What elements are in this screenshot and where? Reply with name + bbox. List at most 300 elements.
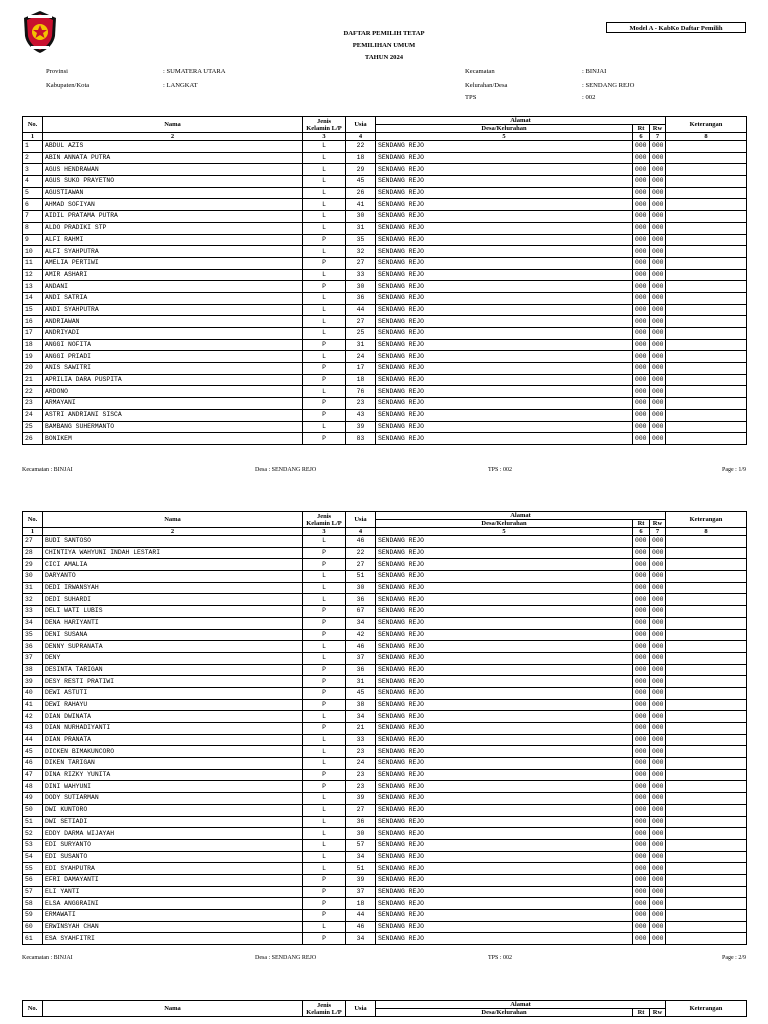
cell-nama: EDI SYAHPUTRA: [43, 863, 303, 875]
cell-rw: 000: [650, 921, 666, 933]
table-row: [23, 910, 747, 922]
cell-usia: 23: [346, 746, 376, 758]
cell-desa: SENDANG REJO: [376, 851, 633, 863]
cell-keterangan: [666, 758, 747, 770]
cell-nama: EFRI DAMAYANTI: [43, 874, 303, 886]
cell-nama: DESINTA TARIGAN: [43, 664, 303, 676]
cell-jenis-kelamin: L: [303, 711, 346, 723]
cell-keterangan: [666, 687, 747, 699]
cell-nama: BAMBANG SUHERMANTO: [43, 421, 303, 433]
cell-rw: 000: [650, 211, 666, 223]
cell-no: 49: [23, 793, 43, 805]
cell-desa: SENDANG REJO: [376, 734, 633, 746]
cell-jenis-kelamin: L: [303, 594, 346, 606]
table-row: [23, 711, 747, 723]
cell-no: 18: [23, 339, 43, 351]
cell-nama: BUDI SANTOSO: [43, 536, 303, 548]
cell-keterangan: [666, 676, 747, 688]
cell-nama: DENI SUSANA: [43, 629, 303, 641]
cell-no: 26: [23, 433, 43, 445]
cell-rt: 000: [633, 816, 650, 828]
cell-desa: SENDANG REJO: [376, 793, 633, 805]
table-row: [23, 141, 747, 153]
cell-rt: 000: [633, 292, 650, 304]
cell-usia: 44: [346, 304, 376, 316]
cell-desa: SENDANG REJO: [376, 339, 633, 351]
cell-no: 55: [23, 863, 43, 875]
col-jenis-kelamin-header: Jenis Kelamin L/P: [303, 1001, 346, 1017]
cell-rt: 000: [633, 164, 650, 176]
cell-desa: SENDANG REJO: [376, 304, 633, 316]
cell-keterangan: [666, 363, 747, 375]
cell-usia: 43: [346, 409, 376, 421]
col-nama-header: Nama: [43, 117, 303, 133]
cell-usia: 18: [346, 374, 376, 386]
cell-desa: SENDANG REJO: [376, 222, 633, 234]
cell-rw: 000: [650, 781, 666, 793]
cell-keterangan: [666, 874, 747, 886]
cell-rt: 000: [633, 594, 650, 606]
cell-rt: 000: [633, 199, 650, 211]
cell-no: 38: [23, 664, 43, 676]
cell-no: 14: [23, 292, 43, 304]
cell-usia: 24: [346, 351, 376, 363]
cell-no: 9: [23, 234, 43, 246]
cell-keterangan: [666, 211, 747, 223]
cell-rt: 000: [633, 863, 650, 875]
col-number: 5: [376, 528, 633, 536]
table-row: [23, 269, 747, 281]
cell-nama: CICI AMALIA: [43, 559, 303, 571]
cell-nama: ABDUL AZIS: [43, 141, 303, 153]
cell-rw: 000: [650, 328, 666, 340]
table-row: [23, 328, 747, 340]
table-row: [23, 433, 747, 445]
cell-desa: SENDANG REJO: [376, 363, 633, 375]
cell-jenis-kelamin: P: [303, 933, 346, 945]
cell-rw: 000: [650, 559, 666, 571]
cell-nama: AGUSTIAWAN: [43, 187, 303, 199]
cell-desa: SENDANG REJO: [376, 211, 633, 223]
cell-usia: 41: [346, 199, 376, 211]
cell-rt: 000: [633, 921, 650, 933]
table-row: [23, 547, 747, 559]
col-nama-header: Nama: [43, 512, 303, 528]
cell-no: 17: [23, 328, 43, 340]
cell-desa: SENDANG REJO: [376, 398, 633, 410]
provinsi-value: : SUMATERA UTARA: [163, 68, 226, 75]
cell-rt: 000: [633, 828, 650, 840]
cell-desa: SENDANG REJO: [376, 641, 633, 653]
cell-rt: 000: [633, 328, 650, 340]
cell-nama: ALDO PRADIKI STP: [43, 222, 303, 234]
footer-tps: TPS : 002: [488, 955, 513, 961]
cell-usia: 46: [346, 641, 376, 653]
cell-nama: ANDI SATRIA: [43, 292, 303, 304]
table-row: [23, 723, 747, 735]
cell-keterangan: [666, 281, 747, 293]
col-keterangan-header: Keterangan: [666, 1001, 747, 1017]
cell-no: 57: [23, 886, 43, 898]
cell-nama: DINI WAHYUNI: [43, 781, 303, 793]
cell-usia: 18: [346, 152, 376, 164]
cell-rt: 000: [633, 363, 650, 375]
cell-nama: DIKEN TARIGAN: [43, 758, 303, 770]
cell-rt: 000: [633, 187, 650, 199]
cell-rw: 000: [650, 874, 666, 886]
voter-table-page-3: [22, 1000, 747, 1017]
table-row: [23, 582, 747, 594]
cell-nama: DENNY SUPRANATA: [43, 641, 303, 653]
cell-no: 29: [23, 559, 43, 571]
cell-keterangan: [666, 898, 747, 910]
cell-jenis-kelamin: L: [303, 734, 346, 746]
cell-desa: SENDANG REJO: [376, 606, 633, 618]
col-number: 2: [43, 528, 303, 536]
cell-jenis-kelamin: P: [303, 781, 346, 793]
col-jenis-kelamin-header: Jenis Kelamin L/P: [303, 512, 346, 528]
voter-table-page-2: [22, 511, 747, 945]
cell-usia: 76: [346, 386, 376, 398]
cell-keterangan: [666, 571, 747, 583]
cell-no: 35: [23, 629, 43, 641]
cell-keterangan: [666, 257, 747, 269]
cell-nama: ASTRI ANDRIANI SISCA: [43, 409, 303, 421]
cell-rw: 000: [650, 664, 666, 676]
cell-desa: SENDANG REJO: [376, 594, 633, 606]
table-row: [23, 234, 747, 246]
table-row: [23, 363, 747, 375]
cell-rt: 000: [633, 152, 650, 164]
cell-rt: 000: [633, 839, 650, 851]
cell-rt: 000: [633, 652, 650, 664]
table-row: [23, 699, 747, 711]
cell-rt: 000: [633, 664, 650, 676]
cell-desa: SENDANG REJO: [376, 421, 633, 433]
cell-usia: 31: [346, 222, 376, 234]
cell-usia: 67: [346, 606, 376, 618]
cell-nama: ALFI RAHMI: [43, 234, 303, 246]
cell-rw: 000: [650, 898, 666, 910]
cell-desa: SENDANG REJO: [376, 571, 633, 583]
cell-rw: 000: [650, 734, 666, 746]
table-row: [23, 199, 747, 211]
cell-jenis-kelamin: L: [303, 816, 346, 828]
cell-nama: ANDRIYADI: [43, 328, 303, 340]
cell-usia: 27: [346, 804, 376, 816]
cell-jenis-kelamin: L: [303, 828, 346, 840]
cell-desa: SENDANG REJO: [376, 281, 633, 293]
tps-label: TPS: [465, 94, 477, 101]
cell-desa: SENDANG REJO: [376, 351, 633, 363]
table-row: [23, 629, 747, 641]
cell-keterangan: [666, 398, 747, 410]
cell-rt: 000: [633, 281, 650, 293]
cell-rt: 000: [633, 351, 650, 363]
col-alamat-header: Alamat: [376, 117, 666, 125]
cell-keterangan: [666, 304, 747, 316]
cell-no: 53: [23, 839, 43, 851]
col-alamat-header: Alamat: [376, 1001, 666, 1009]
cell-jenis-kelamin: P: [303, 910, 346, 922]
cell-rw: 000: [650, 363, 666, 375]
cell-nama: AMELIA PERTIWI: [43, 257, 303, 269]
cell-rw: 000: [650, 141, 666, 153]
cell-rt: 000: [633, 641, 650, 653]
cell-rw: 000: [650, 421, 666, 433]
cell-nama: DEDI SUHARDI: [43, 594, 303, 606]
cell-no: 60: [23, 921, 43, 933]
cell-desa: SENDANG REJO: [376, 676, 633, 688]
col-number: 5: [376, 133, 633, 141]
cell-rt: 000: [633, 316, 650, 328]
kabkota-value: : LANGKAT: [163, 82, 198, 89]
cell-rt: 000: [633, 409, 650, 421]
cell-no: 36: [23, 641, 43, 653]
cell-no: 52: [23, 828, 43, 840]
cell-rw: 000: [650, 164, 666, 176]
cell-keterangan: [666, 292, 747, 304]
col-number: 4: [346, 133, 376, 141]
cell-rt: 000: [633, 571, 650, 583]
cell-keterangan: [666, 176, 747, 188]
cell-rw: 000: [650, 339, 666, 351]
cell-rw: 000: [650, 222, 666, 234]
cell-desa: SENDANG REJO: [376, 758, 633, 770]
cell-keterangan: [666, 316, 747, 328]
cell-desa: SENDANG REJO: [376, 559, 633, 571]
cell-nama: AGUS SUKO PRAYETNO: [43, 176, 303, 188]
table-row: [23, 793, 747, 805]
cell-rt: 000: [633, 606, 650, 618]
cell-jenis-kelamin: L: [303, 246, 346, 258]
cell-no: 54: [23, 851, 43, 863]
provinsi-label: Provinsi: [46, 68, 68, 75]
cell-rt: 000: [633, 222, 650, 234]
cell-desa: SENDANG REJO: [376, 863, 633, 875]
cell-keterangan: [666, 793, 747, 805]
cell-usia: 30: [346, 211, 376, 223]
cell-rt: 000: [633, 746, 650, 758]
cell-rt: 000: [633, 898, 650, 910]
table-row: [23, 594, 747, 606]
col-keterangan-header: Keterangan: [666, 117, 747, 133]
cell-usia: 39: [346, 793, 376, 805]
cell-desa: SENDANG REJO: [376, 234, 633, 246]
cell-rw: 000: [650, 886, 666, 898]
document-title-line-1: DAFTAR PEMILIH TETAP: [343, 30, 425, 37]
cell-usia: 24: [346, 758, 376, 770]
cell-no: 31: [23, 582, 43, 594]
cell-keterangan: [666, 351, 747, 363]
cell-rw: 000: [650, 257, 666, 269]
cell-desa: SENDANG REJO: [376, 816, 633, 828]
cell-jenis-kelamin: L: [303, 222, 346, 234]
cell-rw: 000: [650, 617, 666, 629]
cell-rt: 000: [633, 910, 650, 922]
cell-nama: ANGGI PRIADI: [43, 351, 303, 363]
cell-usia: 39: [346, 421, 376, 433]
cell-keterangan: [666, 910, 747, 922]
cell-jenis-kelamin: P: [303, 374, 346, 386]
cell-rw: 000: [650, 746, 666, 758]
cell-no: 23: [23, 398, 43, 410]
cell-usia: 34: [346, 617, 376, 629]
cell-usia: 27: [346, 257, 376, 269]
cell-nama: EDI SURYANTO: [43, 839, 303, 851]
cell-rt: 000: [633, 758, 650, 770]
col-rw-header: Rw: [650, 125, 666, 133]
cell-jenis-kelamin: L: [303, 211, 346, 223]
cell-jenis-kelamin: P: [303, 398, 346, 410]
model-label: Model A - KabKo Daftar Pemilih: [606, 22, 746, 33]
cell-usia: 23: [346, 398, 376, 410]
cell-rw: 000: [650, 804, 666, 816]
col-number: 7: [650, 528, 666, 536]
cell-nama: DEDI IRWANSYAH: [43, 582, 303, 594]
cell-jenis-kelamin: L: [303, 328, 346, 340]
cell-keterangan: [666, 921, 747, 933]
cell-usia: 23: [346, 769, 376, 781]
cell-rw: 000: [650, 152, 666, 164]
cell-desa: SENDANG REJO: [376, 386, 633, 398]
cell-usia: 38: [346, 699, 376, 711]
cell-no: 22: [23, 386, 43, 398]
cell-no: 7: [23, 211, 43, 223]
cell-keterangan: [666, 199, 747, 211]
cell-rt: 000: [633, 687, 650, 699]
cell-keterangan: [666, 816, 747, 828]
table-row: [23, 676, 747, 688]
cell-keterangan: [666, 164, 747, 176]
table-row: [23, 409, 747, 421]
footer-kecamatan: Kecamatan : BINJAI: [22, 955, 73, 961]
cell-nama: DEWI ASTUTI: [43, 687, 303, 699]
cell-no: 4: [23, 176, 43, 188]
cell-rt: 000: [633, 734, 650, 746]
tps-value: : 002: [582, 94, 596, 101]
cell-rt: 000: [633, 559, 650, 571]
cell-rw: 000: [650, 409, 666, 421]
cell-no: 16: [23, 316, 43, 328]
cell-no: 21: [23, 374, 43, 386]
cell-usia: 21: [346, 723, 376, 735]
cell-usia: 30: [346, 828, 376, 840]
cell-desa: SENDANG REJO: [376, 874, 633, 886]
col-number: 1: [23, 528, 43, 536]
cell-nama: DENA HARIYANTI: [43, 617, 303, 629]
cell-rt: 000: [633, 211, 650, 223]
col-number: 6: [633, 528, 650, 536]
cell-usia: 35: [346, 234, 376, 246]
voter-rows: [23, 141, 747, 445]
col-desa-header: Desa/Kelurahan: [376, 520, 633, 528]
cell-rt: 000: [633, 629, 650, 641]
table-row: [23, 641, 747, 653]
cell-keterangan: [666, 652, 747, 664]
table-row: [23, 839, 747, 851]
cell-usia: 46: [346, 921, 376, 933]
cell-rw: 000: [650, 571, 666, 583]
cell-usia: 36: [346, 816, 376, 828]
cell-nama: ANIS SAWITRI: [43, 363, 303, 375]
cell-usia: 45: [346, 687, 376, 699]
table-row: [23, 933, 747, 945]
cell-jenis-kelamin: L: [303, 758, 346, 770]
cell-nama: DINA RIZKY YUNITA: [43, 769, 303, 781]
cell-rw: 000: [650, 687, 666, 699]
voter-table-page-1: [22, 116, 747, 445]
cell-jenis-kelamin: L: [303, 536, 346, 548]
table-row: [23, 339, 747, 351]
col-number: 8: [666, 528, 747, 536]
cell-jenis-kelamin: L: [303, 152, 346, 164]
document-title-line-3: TAHUN 2024: [364, 54, 404, 61]
cell-desa: SENDANG REJO: [376, 723, 633, 735]
cell-jenis-kelamin: P: [303, 409, 346, 421]
cell-no: 15: [23, 304, 43, 316]
cell-rt: 000: [633, 851, 650, 863]
cell-rt: 000: [633, 141, 650, 153]
cell-keterangan: [666, 328, 747, 340]
cell-jenis-kelamin: L: [303, 851, 346, 863]
cell-keterangan: [666, 711, 747, 723]
footer-kecamatan: Kecamatan : BINJAI: [22, 467, 73, 473]
cell-usia: 33: [346, 734, 376, 746]
cell-no: 19: [23, 351, 43, 363]
cell-desa: SENDANG REJO: [376, 711, 633, 723]
cell-nama: DELI WATI LUBIS: [43, 606, 303, 618]
table-row: [23, 257, 747, 269]
cell-no: 45: [23, 746, 43, 758]
cell-keterangan: [666, 746, 747, 758]
table-row: [23, 664, 747, 676]
cell-usia: 30: [346, 281, 376, 293]
cell-no: 37: [23, 652, 43, 664]
cell-jenis-kelamin: L: [303, 304, 346, 316]
cell-desa: SENDANG REJO: [376, 769, 633, 781]
col-rt-header: Rt: [633, 1009, 650, 1017]
cell-rt: 000: [633, 234, 650, 246]
table-row: [23, 828, 747, 840]
cell-nama: DICKEN BIMAKUNCORO: [43, 746, 303, 758]
cell-rw: 000: [650, 374, 666, 386]
cell-rw: 000: [650, 910, 666, 922]
cell-usia: 83: [346, 433, 376, 445]
cell-desa: SENDANG REJO: [376, 187, 633, 199]
col-no-header: No.: [23, 117, 43, 133]
cell-jenis-kelamin: P: [303, 769, 346, 781]
cell-nama: ARMAYANI: [43, 398, 303, 410]
cell-usia: 51: [346, 863, 376, 875]
cell-no: 2: [23, 152, 43, 164]
cell-keterangan: [666, 723, 747, 735]
footer-page: Page : 2/9: [722, 955, 746, 961]
table-row: [23, 746, 747, 758]
cell-rw: 000: [650, 176, 666, 188]
cell-rt: 000: [633, 257, 650, 269]
cell-rw: 000: [650, 629, 666, 641]
footer-desa: Desa : SENDANG REJO: [255, 955, 317, 961]
col-keterangan-header: Keterangan: [666, 512, 747, 528]
cell-rt: 000: [633, 699, 650, 711]
cell-keterangan: [666, 699, 747, 711]
cell-jenis-kelamin: L: [303, 292, 346, 304]
cell-usia: 42: [346, 629, 376, 641]
cell-keterangan: [666, 629, 747, 641]
cell-jenis-kelamin: P: [303, 874, 346, 886]
cell-keterangan: [666, 547, 747, 559]
